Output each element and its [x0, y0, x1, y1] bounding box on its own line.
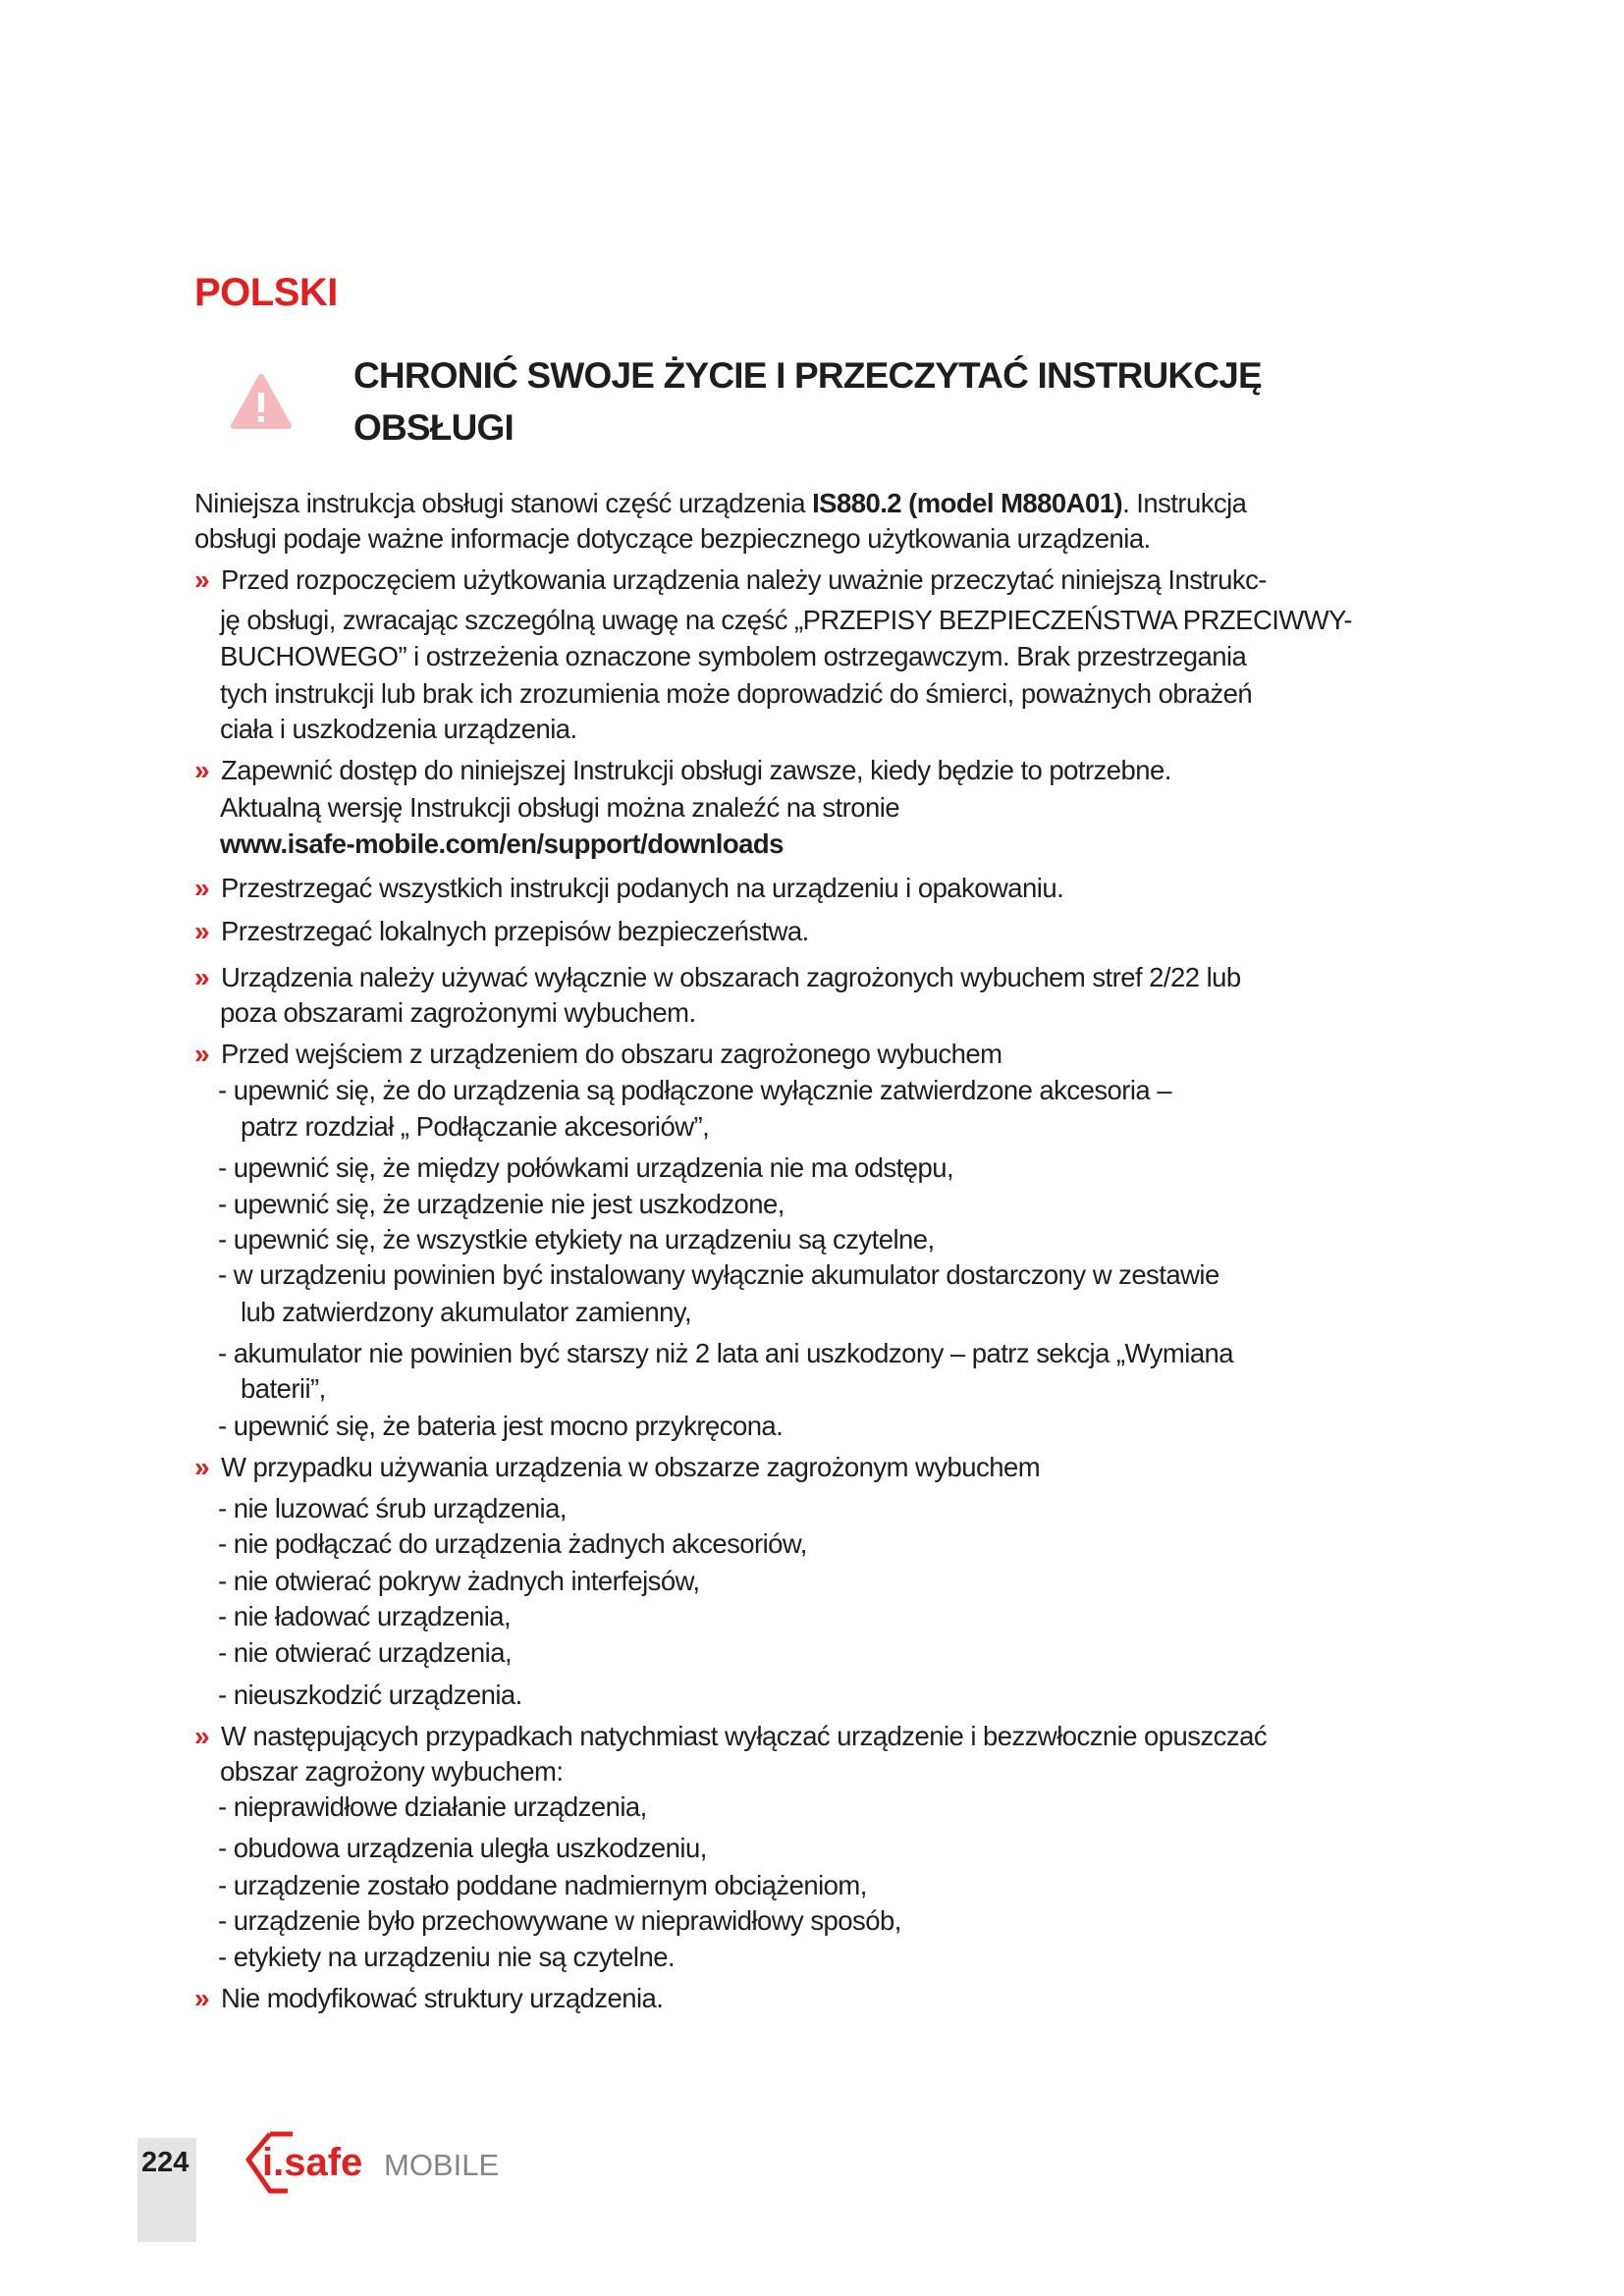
- text: Zapewnić dostęp do niniejszej Instrukcji obsługi zawsze, kiedy będzie to potrzebne.: [221, 755, 1171, 785]
- sub-list-item: [218, 1903, 901, 1939]
- text: - etykiety na urządzeniu nie są czytelne.: [218, 1942, 676, 1972]
- text: Aktualną wersję Instrukcji obsługi można znaleźć na stronie: [220, 792, 900, 823]
- sub-list-item: [218, 1831, 707, 1866]
- text: Przed rozpoczęciem użytkowania urządzenia należy uważnie przeczytać niniejszą Instrukc-: [221, 564, 1267, 595]
- bullet-chevron-icon: »: [194, 1983, 210, 2013]
- text: lub zatwierdzony akumulator zamienny,: [241, 1297, 692, 1327]
- text: W przypadku używania urządzenia w obszarze zagrożonym wybuchem: [221, 1452, 1041, 1482]
- bullet-item: [221, 753, 1171, 788]
- text: baterii”,: [241, 1373, 326, 1404]
- sub-list-item: [218, 1409, 783, 1444]
- bullet-chevron-icon: »: [194, 1721, 210, 1751]
- page-heading-line-1: CHRONIĆ SWOJE ŻYCIE I PRZECZYTAĆ INSTRUKCJĘ: [353, 355, 1262, 396]
- bullet-chevron-icon: »: [194, 1452, 210, 1482]
- paragraph-line: [194, 521, 1151, 557]
- text: Niniejsza instrukcja obsługi stanowi część urządzenia: [194, 488, 813, 518]
- page-heading-line-2: OBSŁUGI: [353, 407, 514, 448]
- sub-list-item: [218, 1678, 522, 1713]
- sub-list-item: [218, 1150, 953, 1186]
- paragraph-line: [220, 639, 1246, 674]
- text: - w urządzeniu powinien być instalowany wyłącznie akumulator dostarczony w zestawie: [218, 1259, 1219, 1290]
- text: poza obszarami zagrożonymi wybuchem.: [220, 997, 696, 1028]
- sub-list-item: [218, 1526, 807, 1562]
- sub-list-item: [218, 1635, 512, 1671]
- bullet-item: [221, 871, 1063, 906]
- bullet-item: [221, 1719, 1267, 1754]
- bullet-item: [221, 914, 809, 949]
- text: . Instrukcja: [1122, 488, 1247, 518]
- bullet-chevron-icon: »: [194, 873, 210, 903]
- sub-list-item: [218, 1940, 675, 1975]
- text: Przed wejściem z urządzeniem do obszaru zagrożonego wybuchem: [221, 1039, 1002, 1069]
- bullet-item: [221, 562, 1267, 598]
- text: - upewnić się, że urządzenie nie jest uszkodzone,: [218, 1189, 785, 1219]
- paragraph-line: [220, 1754, 564, 1789]
- bullet-chevron-icon: »: [194, 916, 210, 946]
- page-number: 224: [141, 2147, 189, 2178]
- text: - upewnić się, że wszystkie etykiety na urządzeniu są czytelne,: [218, 1224, 935, 1255]
- svg-text:i.safe: i.safe: [262, 2141, 363, 2184]
- text: - upewnić się, że do urządzenia są podłączone wyłącznie zatwierdzone akcesoria –: [218, 1075, 1172, 1105]
- sub-list-item: [241, 1109, 709, 1145]
- text: Przestrzegać wszystkich instrukcji podanych na urządzeniu i opakowaniu.: [221, 873, 1064, 903]
- paragraph-line: [220, 676, 1252, 712]
- sub-list-item: [218, 1336, 1233, 1371]
- sub-list-item: [241, 1295, 691, 1330]
- bold-text: IS880.2 (model M880A01): [812, 488, 1123, 518]
- paragraph-line: [194, 486, 1246, 521]
- sub-list-item: [241, 1371, 326, 1407]
- text: - nie otwierać pokryw żadnych interfejsów,: [218, 1566, 700, 1596]
- bullet-chevron-icon: »: [194, 962, 210, 992]
- bullet-item: [221, 1037, 1001, 1072]
- sub-list-item: [218, 1222, 935, 1257]
- text: - upewnić się, że bateria jest mocno przykręcona.: [218, 1411, 784, 1441]
- text: - nie luzować śrub urządzenia,: [218, 1493, 567, 1523]
- text: ję obsługi, zwracając szczególną uwagę na część „PRZEPISY BEZPIECZEŃSTWA PRZECIWWY-: [220, 605, 1353, 635]
- text: BUCHOWEGO” i ostrzeżenia oznaczone symbolem ostrzegawczym. Brak przestrzegania: [220, 641, 1247, 671]
- text: obsługi podaje ważne informacje dotyczące bezpiecznego użytkowania urządzenia.: [194, 523, 1151, 554]
- section-language-label: POLSKI: [194, 271, 338, 314]
- text: - obudowa urządzenia uległa uszkodzeniu,: [218, 1833, 707, 1863]
- sub-list-item: [218, 1187, 785, 1222]
- text: - akumulator nie powinien być starszy niż 2 lata ani uszkodzony – patrz sekcja „Wymiana: [218, 1338, 1234, 1368]
- paragraph-line: [220, 603, 1352, 638]
- text: - nie ładować urządzenia,: [218, 1601, 512, 1631]
- sub-list-item: [218, 1491, 567, 1526]
- text: - nieuszkodzić urządzenia.: [218, 1680, 522, 1710]
- sub-list-item: [218, 1599, 511, 1634]
- text: Przestrzegać lokalnych przepisów bezpieczeństwa.: [221, 916, 809, 946]
- text: - nie otwierać urządzenia,: [218, 1637, 513, 1668]
- text: - nieprawidłowe działanie urządzenia,: [218, 1791, 647, 1822]
- paragraph-line: [220, 712, 577, 747]
- sub-list-item: [218, 1073, 1171, 1108]
- bullet-item: [221, 1450, 1040, 1485]
- text: - upewnić się, że między połówkami urządzenia nie ma odstępu,: [218, 1152, 954, 1183]
- text: Nie modyfikować struktury urządzenia.: [221, 1983, 664, 2013]
- text: - urządzenie zostało poddane nadmiernym obciążeniom,: [218, 1870, 867, 1900]
- sub-list-item: [218, 1868, 867, 1903]
- bullet-item: [221, 1981, 663, 2016]
- sub-list-item: [218, 1789, 647, 1825]
- warning-triangle-icon: [230, 373, 293, 430]
- text: - urządzenie było przechowywane w nieprawidłowy sposób,: [218, 1905, 901, 1936]
- bullet-item: [221, 960, 1241, 995]
- text: - nie podłączać do urządzenia żadnych akcesoriów,: [218, 1528, 807, 1559]
- bullet-chevron-icon: »: [194, 1039, 210, 1069]
- text: Urządzenia należy używać wyłącznie w obszarach zagrożonych wybuchem stref 2/22 lub: [221, 962, 1241, 992]
- isafe-mobile-logo: [239, 2130, 523, 2199]
- text: patrz rozdział „ Podłączanie akcesoriów”,: [241, 1111, 710, 1142]
- paragraph-line: [220, 790, 899, 826]
- bullet-chevron-icon: »: [194, 755, 210, 785]
- text: ciała i uszkodzenia urządzenia.: [220, 714, 577, 744]
- sub-list-item: [218, 1564, 699, 1599]
- paragraph-line: [220, 827, 784, 862]
- sub-list-item: [218, 1257, 1219, 1293]
- bold-text: www.isafe-mobile.com/en/support/downloads: [220, 828, 784, 859]
- text: tych instrukcji lub brak ich zrozumienia może doprowadzić do śmierci, poważnych obrażeń: [220, 678, 1253, 709]
- svg-text:MOBILE: MOBILE: [384, 2148, 500, 2182]
- text: obszar zagrożony wybuchem:: [220, 1756, 564, 1787]
- text: W następujących przypadkach natychmiast wyłączać urządzenie i bezzwłocznie opuszczać: [221, 1721, 1268, 1751]
- bullet-chevron-icon: »: [194, 564, 210, 595]
- paragraph-line: [220, 995, 696, 1031]
